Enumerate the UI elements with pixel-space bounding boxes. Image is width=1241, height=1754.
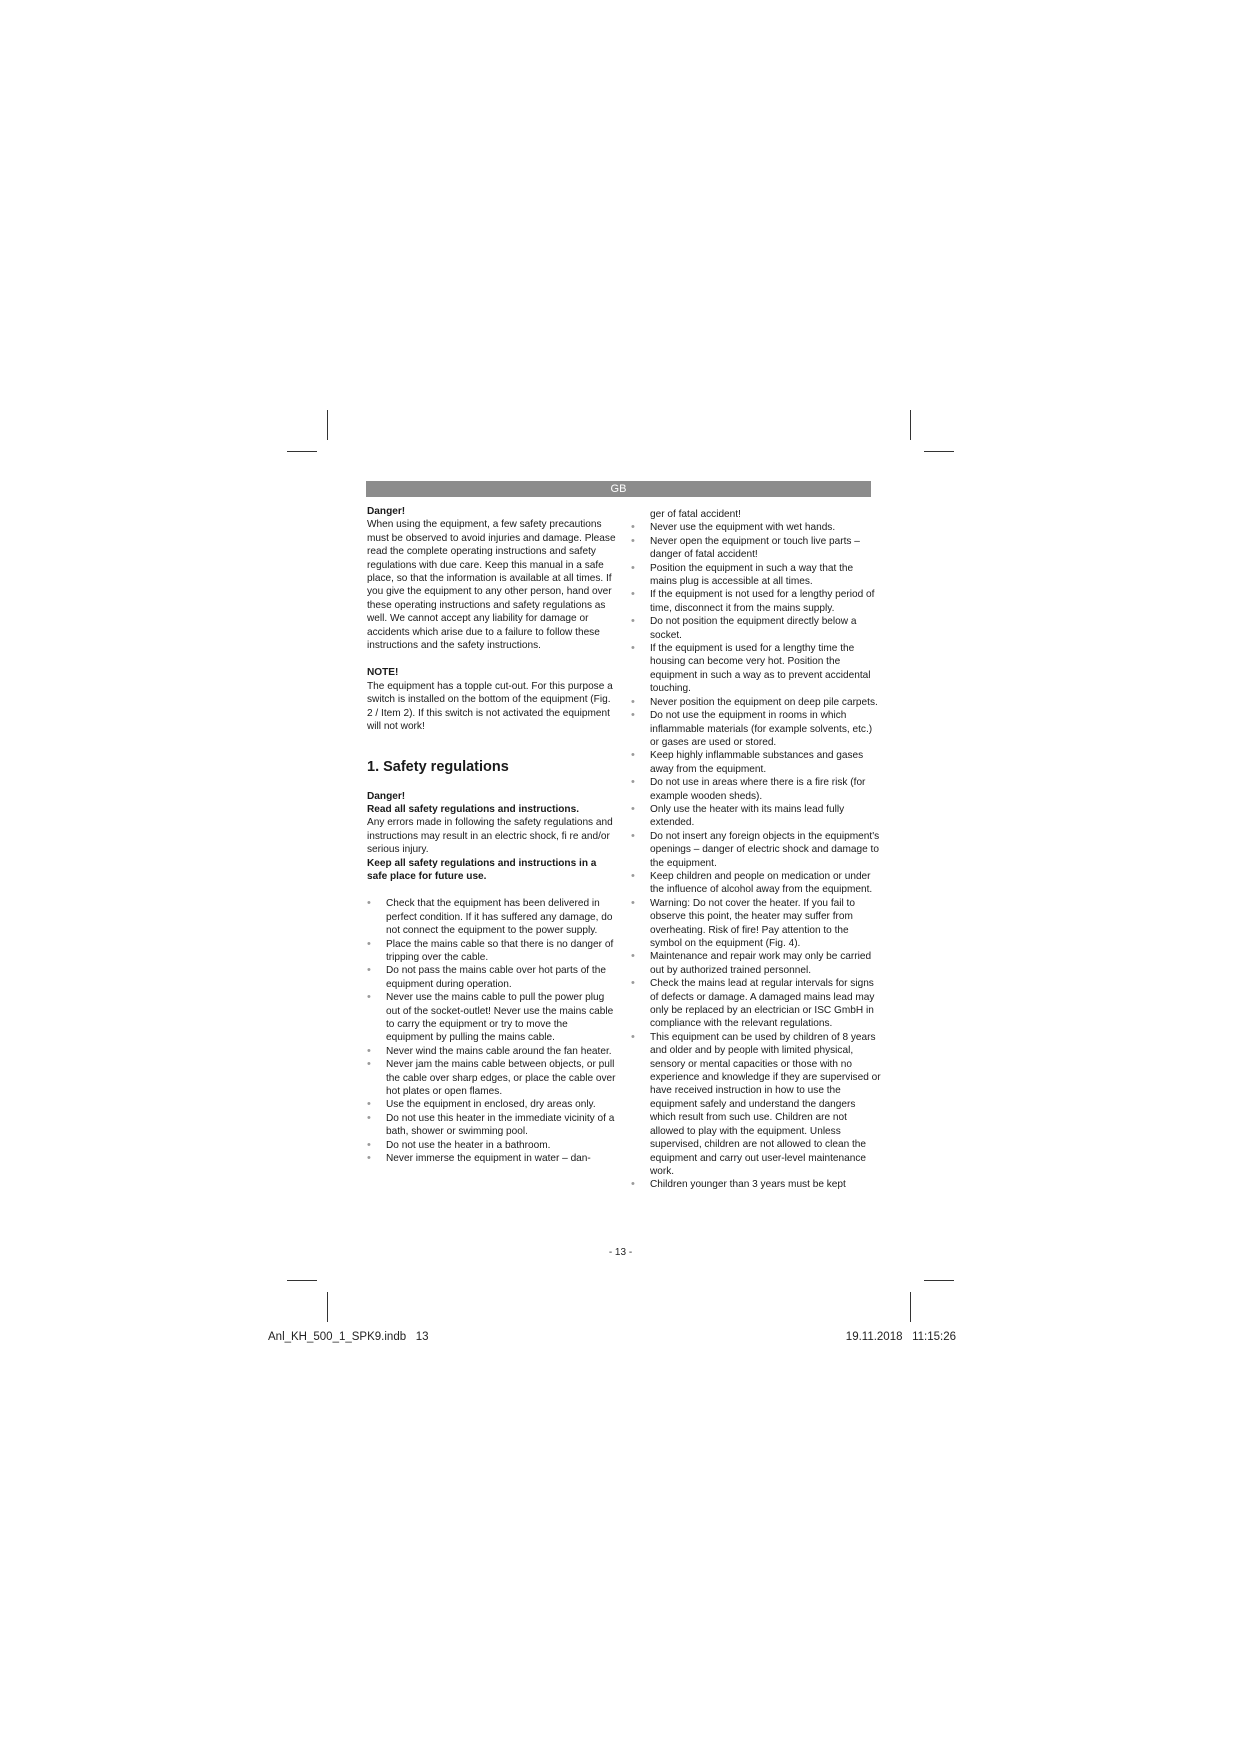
danger-heading: Danger!	[367, 506, 406, 517]
list-item: • This equipment can be used by children of 8 years and older and by people with limited physical, sensory or mental capacities or those with no experience and knowledge if they are supervised or have received instruction in how to use the equipment safely and understand the dangers which result from such use. Children are not allowed to play with the equipment. Unless supervised, children are not allowed to clean the equipment and carry out user-level maintenance work.	[631, 1031, 881, 1178]
list-item-continuation: ger of fatal accident!	[650, 509, 741, 520]
safety-list-left	[367, 897, 617, 1165]
right-column	[631, 508, 881, 1192]
note-heading: NOTE!	[367, 667, 399, 679]
danger-subheading: Read all safety regulations and instructions.	[367, 803, 580, 815]
note-body: The equipment has a topple cut-out. For this purpose a switch is installed on the bottom of the equipment (Fig. 2 / Item 2). If this switch is not activated the equipment will not work!	[367, 680, 613, 733]
list-item: • If the equipment is used for a lengthy time the housing can become very hot. Position the equipment in such a way as to prevent accidental touching.	[631, 642, 881, 696]
list-item: • Never position the equipment on deep pile carpets.	[631, 696, 881, 709]
crop-mark	[924, 1280, 954, 1281]
list-item: • Use the equipment in enclosed, dry areas only.	[367, 1098, 617, 1111]
list-item: • Do not position the equipment directly below a socket.	[631, 615, 881, 642]
danger-body: When using the equipment, a few safety precautions must be observed to avoid injuries and damage. Please read the complete operating instructions and safety regulations with due care. Keep this manual in a safe place, so that the information is available at all times. If you give the equipment to any other person, hand over these operating instructions and safety regulations as well. We cannot accept any liability for damage or accidents which arise due to a failure to follow these instructions and the safety instructions.	[367, 519, 616, 652]
list-item: • Check that the equipment has been delivered in perfect condition. If it has suffered any damage, do not connect the equipment to the power supply.	[367, 897, 617, 937]
page-number: - 13 -	[608, 1247, 633, 1258]
list-item: • Only use the heater with its mains lead fully extended.	[631, 803, 881, 830]
crop-mark	[327, 410, 328, 440]
section-title: 1. Safety regulations	[367, 758, 509, 775]
crop-mark	[287, 451, 317, 452]
keep-instructions: Keep all safety regulations and instructions in a safe place for future use.	[367, 857, 597, 882]
list-item: • Do not pass the mains cable over hot parts of the equipment during operation.	[367, 964, 617, 991]
danger-body-2: Any errors made in following the safety regulations and instructions may result in an electric shock, fi re and/or serious injury.	[367, 817, 613, 856]
list-item: • Warning: Do not cover the heater. If you fail to observe this point, the heater may suffer from overheating. Risk of fire! Pay attention to the symbol on the equipment (Fig. 4).	[631, 897, 881, 951]
list-item: • Never open the equipment or touch live parts – danger of fatal accident!	[631, 535, 881, 562]
list-item: • Never use the mains cable to pull the power plug out of the socket-outlet! Never use the mains cable to carry the equipment or try to move the equipment by pulling the mains cable.	[367, 991, 617, 1045]
list-item: • Never wind the mains cable around the fan heater.	[367, 1045, 617, 1058]
list-item: • Never use the equipment with wet hands.	[631, 521, 881, 534]
list-item: • Keep highly inflammable substances and gases away from the equipment.	[631, 749, 881, 776]
list-item: • Never jam the mains cable between objects, or pull the cable over sharp edges, or place the cable over hot plates or open flames.	[367, 1058, 617, 1098]
list-item: • If the equipment is not used for a lengthy period of time, disconnect it from the mains supply.	[631, 588, 881, 615]
list-item: • Maintenance and repair work may only be carried out by authorized trained personnel.	[631, 950, 881, 977]
list-item: • Position the equipment in such a way that the mains plug is accessible at all times.	[631, 562, 881, 589]
list-item: • Do not use the equipment in rooms in which inflammable materials (for example solvents, etc.) or gases are used or stored.	[631, 709, 881, 749]
crop-mark	[327, 1292, 328, 1322]
list-item: • Do not use in areas where there is a fire risk (for example wooden sheds).	[631, 776, 881, 803]
crop-mark	[910, 1292, 911, 1322]
crop-mark	[910, 410, 911, 440]
list-item: • Do not use this heater in the immediate vicinity of a bath, shower or swimming pool.	[367, 1112, 617, 1139]
list-item: • Never immerse the equipment in water – dan-	[367, 1152, 617, 1165]
print-slug-file: Anl_KH_500_1_SPK9.indb 13	[268, 1331, 429, 1343]
left-column	[367, 505, 617, 1165]
list-item: • Do not use the heater in a bathroom.	[367, 1139, 617, 1152]
danger-heading-2: Danger!	[367, 790, 406, 802]
list-item: • Children younger than 3 years must be kept	[631, 1178, 881, 1191]
language-header-bar: GB	[366, 481, 871, 497]
safety-list-right	[631, 508, 881, 1192]
crop-mark	[287, 1280, 317, 1281]
list-item: • Keep children and people on medication or under the influence of alcohol away from the equipment.	[631, 870, 881, 897]
crop-mark	[924, 451, 954, 452]
list-item: • Do not insert any foreign objects in the equipment's openings – danger of electric shock and damage to the equipment.	[631, 830, 881, 870]
list-item: • Place the mains cable so that there is no danger of tripping over the cable.	[367, 938, 617, 965]
list-item: • Check the mains lead at regular intervals for signs of defects or damage. A damaged mains lead may only be replaced by an electrician or ISC GmbH in compliance with the relevant regulations.	[631, 977, 881, 1031]
print-slug-date: 19.11.2018 11:15:26	[845, 1331, 956, 1343]
